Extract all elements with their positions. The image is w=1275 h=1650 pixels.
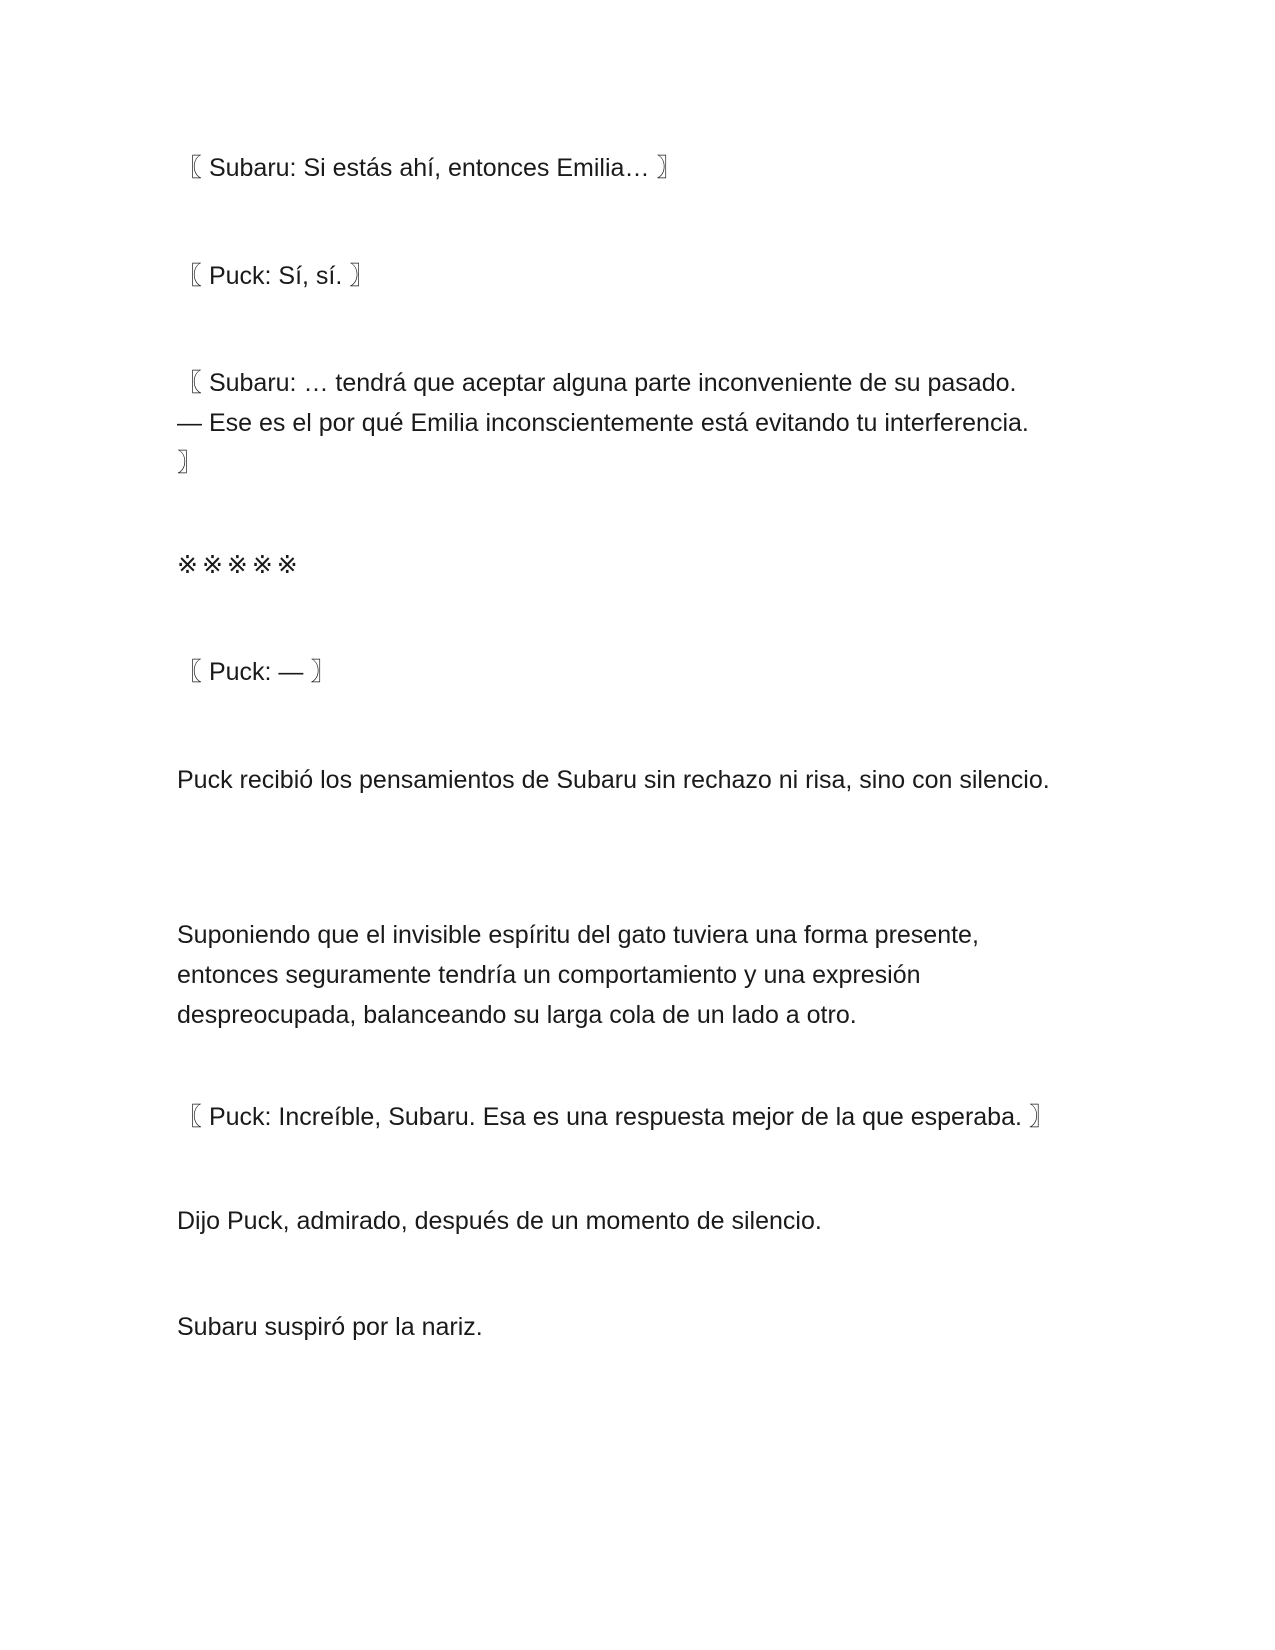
narration-espiritu-gato: Suponiendo que el invisible espíritu del gato tuviera una forma presente, entonces seguramente tendría un comportamiento y una expresión despreocupada, balanceando su larga cola de un lado a otro. [177, 921, 979, 1029]
dialogue-puck-increible: 〖 Puck: Increíble, Subaru. Esa es una respuesta mejor de la que esperaba. 〗 [177, 1103, 1054, 1131]
dialogue-subaru-pasado: 〖 Subaru: … tendrá que aceptar alguna parte inconveniente de su pasado. — Ese es el por qué Emilia inconscientemente está evitando tu interferencia. 〗 [177, 369, 1029, 477]
dialogue-puck-dash: 〖 Puck: — 〗 [177, 658, 336, 686]
narration-dijo-puck: Dijo Puck, admirado, después de un momento de silencio. [177, 1207, 822, 1235]
narration-puck-silencio: Puck recibió los pensamientos de Subaru sin rechazo ni risa, sino con silencio. [177, 766, 1050, 794]
dialogue-puck-si: 〖 Puck: Sí, sí. 〗 [177, 262, 375, 290]
narration-subaru-suspiro: Subaru suspiró por la nariz. [177, 1313, 483, 1341]
scene-separator: ※※※※※ [177, 551, 302, 579]
dialogue-subaru-emilia: 〖 Subaru: Si estás ahí, entonces Emilia… 〗 [177, 154, 682, 182]
